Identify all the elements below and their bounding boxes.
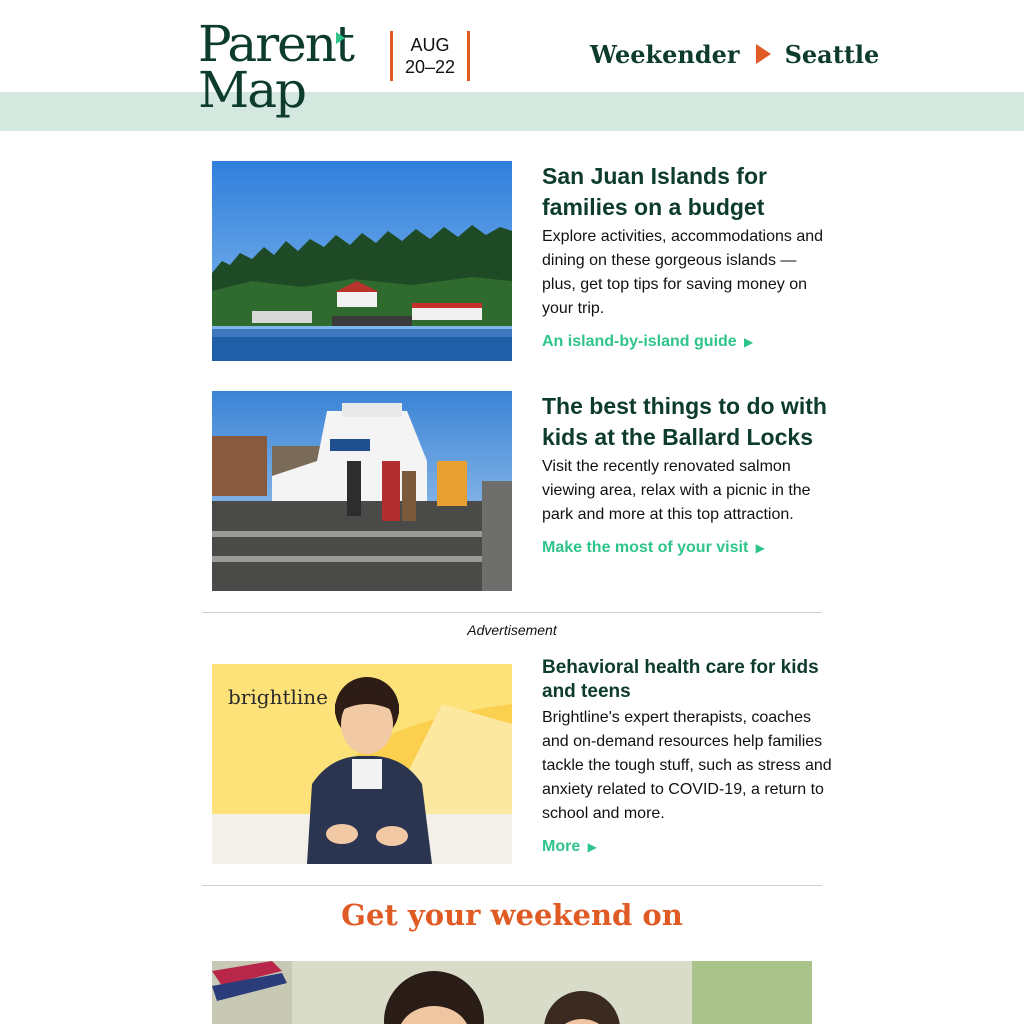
issue-month: AUG — [410, 35, 450, 55]
ad-text — [542, 656, 832, 858]
article-title[interactable]: San Juan Islands for families on a budget — [542, 163, 767, 220]
issue-date — [390, 31, 470, 81]
play-arrow-icon: ▶ — [740, 335, 754, 349]
parentmap-logo[interactable] — [198, 16, 358, 120]
article-summary: Visit the recently renovated salmon viewing area, relax with a picnic in the park and more at this top attraction. — [542, 458, 811, 523]
ad-brightline — [212, 656, 832, 864]
ad-more-link[interactable] — [542, 836, 832, 858]
article-san-juan — [212, 161, 824, 361]
article-text — [542, 391, 832, 559]
divider — [202, 612, 822, 613]
play-arrow-icon: ▶ — [752, 541, 765, 555]
newsletter-title — [590, 38, 879, 70]
brightline-ad-image[interactable] — [212, 664, 512, 864]
san-juan-islands-image[interactable] — [212, 161, 512, 361]
newsletter-name: Weekender — [590, 39, 740, 69]
ad-title[interactable]: Behavioral health care for kids and teens — [542, 657, 819, 702]
section-heading: Get your weekend on — [341, 898, 683, 932]
play-arrow-icon — [756, 44, 771, 64]
logo-line-1: Parent — [198, 15, 353, 73]
article-summary: Explore activities, accommodations and dining on these gorgeous islands — plus, get top tips for saving money on your trip. — [542, 228, 824, 317]
article-ballard-locks — [212, 391, 827, 591]
ad-summary: Brightline's expert therapists, coaches and on-demand resources help families tackle the tough stuff, such as stress and anxiety related to COVID-19, a return to school and more. — [542, 709, 832, 822]
logo-play-icon — [336, 32, 345, 44]
cta-label: An island-by-island guide — [542, 333, 737, 350]
article-title[interactable]: The best things to do with kids at the Ballard Locks — [542, 393, 827, 450]
ballard-locks-image[interactable] — [212, 391, 512, 591]
issue-days: 20–22 — [404, 57, 456, 77]
island-guide-link[interactable] — [542, 331, 832, 353]
newsletter-city: Seattle — [784, 39, 880, 69]
header-band — [0, 92, 1024, 131]
cta-label: Make the most of your visit — [542, 539, 749, 556]
visit-link[interactable] — [542, 537, 832, 559]
divider — [202, 885, 822, 886]
logo-line-2: Map — [198, 61, 306, 119]
cta-label: More — [542, 838, 581, 855]
brightline-logo: brightline — [228, 685, 328, 709]
article-text — [542, 161, 832, 353]
newsletter-header — [0, 0, 1024, 131]
play-arrow-icon: ▶ — [584, 840, 597, 854]
ad-label: Advertisement — [467, 622, 557, 638]
weekend-hero-image[interactable] — [212, 961, 812, 1024]
